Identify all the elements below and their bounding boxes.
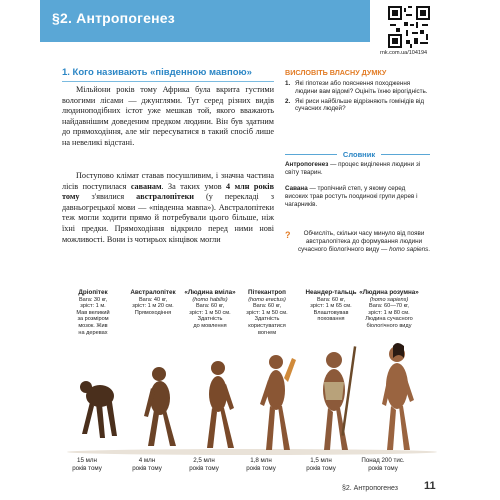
hominid-latin: (homo erectus)	[248, 296, 286, 303]
hominid-name: Неандер-тальць	[305, 289, 357, 296]
section-heading: 1. Кого називають «південною мавпою»	[62, 67, 252, 78]
hominid-fact: Мав великий	[76, 309, 110, 316]
hominid-fact: до мовлення	[193, 322, 227, 329]
age-unit: років тому	[246, 464, 276, 472]
dictionary-term: Савана	[285, 185, 308, 192]
hominid-name: Пітекантроп	[248, 289, 286, 296]
hominid-fact: зріст: 1 м 50 см.	[189, 309, 231, 316]
dictionary-box	[285, 150, 430, 226]
item-number: 2.	[285, 97, 291, 105]
dictionary-title: Словник	[337, 150, 381, 159]
dictionary-definition: — процес виділення людини зі світу тварин.	[285, 161, 421, 176]
question-block	[285, 230, 433, 272]
homo-erectus-figure	[260, 355, 296, 450]
item-number: 1.	[285, 80, 291, 87]
hominid-latin: (homo habilis)	[192, 296, 228, 303]
hominid-name: «Людина розумна»	[359, 289, 419, 296]
latin-term: homo sapiens	[389, 245, 429, 253]
dictionary-term: Антропогенез	[285, 161, 329, 168]
hominid-fact: Вага: 60 кг,	[316, 296, 346, 303]
hominid-fact: Влаштовував	[313, 309, 349, 316]
text-run: (у перекладі з давньогрецької мови — «південна мавпа»). Австралопітеки теж могли ходити прямо й потребували цього більше, ніж їхні предки. Прямоходіння відкрило перед ними нові можливості. Вони із чотирьох кінцівок могли	[62, 192, 275, 244]
item-text: Які гіпотези або пояснення походження людини вам відомі? Оцініть їхню вірогідність.	[295, 80, 428, 95]
age-unit: років тому	[368, 464, 398, 472]
age-label	[173, 457, 235, 472]
body-paragraph-2	[62, 171, 274, 245]
body-paragraph-1	[62, 85, 274, 149]
question-mark-icon: ?	[285, 230, 291, 240]
age-label	[290, 457, 352, 472]
age-value: 15 млн	[77, 457, 97, 464]
footer-section: §2. Антропогенез	[342, 485, 398, 492]
dictionary-definition: — тропічний степ, у якому серед високих трав ростуть поодинокі групи дерев і чагарників.	[285, 185, 418, 208]
hominid-fact: на деревах	[78, 329, 108, 336]
text-run: Поступово клімат ставав посушливим, і значна частина лісів поступилася	[62, 171, 274, 191]
highlight-4mln: 4 млн років тому	[62, 181, 274, 202]
opinion-heading: ВИСЛОВІТЬ ВЛАСНУ ДУМКУ	[285, 68, 387, 77]
page-title: §2. Антропогенез	[52, 10, 175, 26]
hominid-fact: користуватися	[248, 322, 286, 329]
hominid-name: Дріопітек	[78, 289, 108, 296]
hominid-fact: Вага: 60 кг,	[252, 303, 282, 310]
dictionary-entry	[285, 185, 430, 208]
age-value: 1,8 млн	[250, 457, 272, 464]
hominid-fact: Вага: 60 кг,	[195, 303, 225, 310]
hominid-fact: поховання	[317, 316, 345, 323]
item-text: Які риси найбільше відрізняють гомінідів від сучасних людей?	[295, 97, 425, 113]
qr-code-icon[interactable]	[388, 6, 430, 48]
age-unit: років тому	[72, 464, 102, 472]
term-savanas: саванам	[130, 181, 162, 191]
hominid-fact: Вага: 60—70 кг,	[369, 303, 409, 310]
text-run: . За таких умов	[161, 181, 227, 191]
section-underline	[62, 81, 274, 82]
hominid-australopithecus	[122, 290, 184, 316]
paragraph-text: Мільйони років тому Африка була вкрита густими вологими лісами — джунглями. Тут серед різних видів людиноподібних істот уже мешкав той, якого вважають найдавнішим доведеним предком людини. Він був здатним до прямоходіння, але міг пересуватися в такий спосіб лише на невеликі відстані.	[62, 85, 274, 147]
neanderthal-figure	[323, 346, 356, 450]
age-label	[116, 457, 178, 472]
page-number: 11	[424, 480, 436, 492]
term-australopithecus: австралопітеки	[136, 192, 195, 202]
hominid-fact: зріст: 1 м.	[80, 303, 106, 310]
hominid-name: «Людина вміла»	[184, 289, 236, 296]
hominid-fact: зріст: 1 м 80 см.	[368, 309, 410, 316]
age-unit: років тому	[132, 464, 162, 472]
age-unit: років тому	[189, 464, 219, 472]
hominid-homo-erectus	[236, 290, 298, 336]
age-label	[352, 457, 414, 472]
hominid-dryopithecus	[62, 290, 124, 336]
text-run: Обчисліть, скільки часу минуло від появи австралопітека до формування людини сучасного біологічного виду —	[297, 230, 425, 253]
australopithecus-figure	[144, 367, 176, 446]
question-text	[295, 230, 433, 253]
hominid-fact: біологічного виду	[366, 322, 412, 329]
hominid-fact: Людина сучасного	[365, 316, 413, 323]
homo-habilis-figure	[207, 361, 234, 448]
list-item	[285, 98, 430, 114]
hominid-fact: Здатність	[254, 316, 280, 323]
text-run: .	[428, 245, 431, 253]
hominid-latin: (homo sapiens)	[369, 296, 409, 303]
dictionary-entry	[285, 161, 430, 177]
hominid-fact: мозок. Жив	[78, 322, 108, 329]
hominid-fact: Здатність	[197, 316, 223, 323]
hominid-name: Австралопітек	[130, 289, 176, 296]
age-value: 1,5 млн	[310, 457, 332, 464]
opinion-list	[285, 80, 430, 115]
hominid-homo-habilis	[179, 290, 241, 330]
evolution-illustration	[62, 338, 442, 456]
hominid-neanderthal	[300, 290, 362, 323]
qr-link[interactable]: rnk.com.ua/104194	[380, 50, 428, 56]
homo-sapiens-figure	[382, 343, 414, 450]
hominid-fact: вогнем	[257, 329, 277, 336]
hominid-homo-sapiens	[358, 290, 420, 330]
age-unit: років тому	[306, 464, 336, 472]
hominid-fact: Прямоходіння	[134, 309, 172, 316]
age-value: 2,5 млн	[193, 457, 215, 464]
age-value: Понад 200 тис.	[361, 457, 405, 464]
hominid-fact: за розміром	[77, 316, 109, 323]
hominid-fact: Вага: 40 кг,	[138, 296, 168, 303]
hominid-fact: зріст: 1 м 65 см.	[310, 303, 352, 310]
age-value: 4 млн	[138, 457, 156, 464]
age-label	[230, 457, 292, 472]
hominid-fact: зріст: 1 м 50 см.	[246, 309, 288, 316]
hominid-fact: Вага: 30 кг,	[78, 296, 108, 303]
list-item	[285, 80, 430, 96]
age-label	[56, 457, 118, 472]
hominid-fact: зріст: 1 м 20 см.	[132, 303, 174, 310]
dryopithecus-figure	[80, 381, 117, 438]
paragraph-text	[62, 171, 274, 245]
text-run: з'явилися	[79, 192, 137, 202]
